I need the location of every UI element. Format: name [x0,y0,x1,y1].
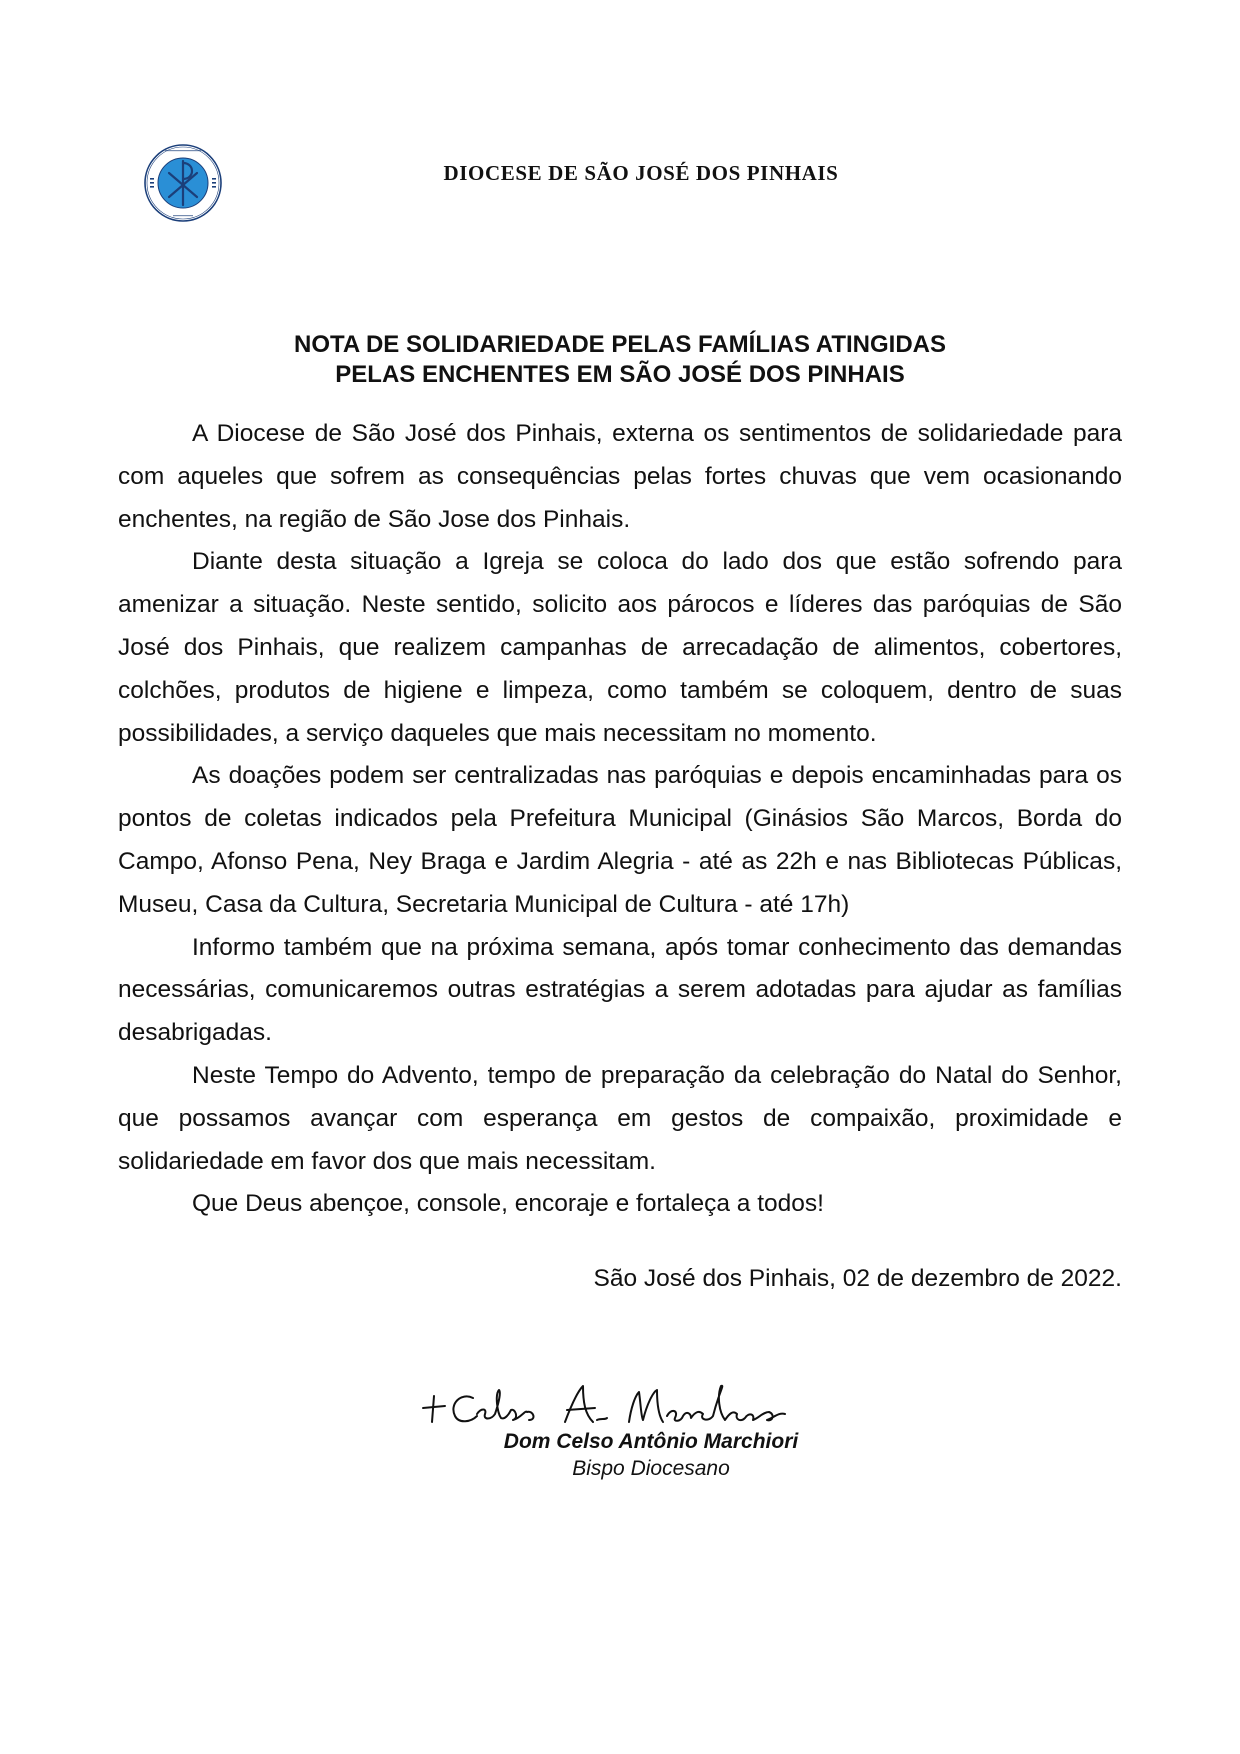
title-line-2: PELAS ENCHENTES EM SÃO JOSÉ DOS PINHAIS [335,361,905,388]
paragraph-4: Informo também que na próxima semana, após tomar conhecimento das demandas necessárias, comunicaremos outras estratégias a serem adotadas para ajudar as famílias desabrigadas. [118,933,1122,1047]
document-title [118,330,1122,390]
place-date: São José dos Pinhais, 02 de dezembro de 2022. [593,1265,1122,1292]
paragraph-1: A Diocese de São José dos Pinhais, externa os sentimentos de solidariedade para com aqueles que sofrem as consequências pelas fortes chuvas que vem ocasionando enchentes, na região de São Jose dos Pinhais. [118,420,1122,533]
paragraph-3: As doações podem ser centralizadas nas paróquias e depois encaminhadas para os pontos de coletas indicados pela Prefeitura Municipal (Ginásios São Marcos, Borda do Campo, Afonso Pena, Ney Braga e Jardim Alegria - até as 22h e nas Bibliotecas Públicas, Museu, Casa da Cultura, Secretaria Municipal de Cultura - até 17h) [118,762,1122,918]
title-line-1: NOTA DE SOLIDARIEDADE PELAS FAMÍLIAS ATINGIDAS [293,331,947,358]
paragraph-6: Que Deus abençoe, console, encoraje e fortaleça a todos! [192,1190,824,1218]
paragraph-5: Neste Tempo do Advento, tempo de preparação da celebração do Natal do Senhor, que possamos avançar com esperança em gestos de compaixão, proximidade e solidariedade em favor dos que mais necessitam. [118,1061,1122,1175]
signer-name: Dom Celso Antônio Marchiori [503,1430,799,1453]
organization-name: DIOCESE DE SÃO JOSÉ DOS PINHAIS [443,161,839,185]
signer-role: Bispo Diocesano [572,1457,730,1480]
document-body [118,413,1122,1226]
paragraph-2: Diante desta situação a Igreja se coloca do lado dos que estão sofrendo para amenizar a situação. Neste sentido, solicito aos párocos e líderes das paróquias de São José dos Pinhais, que realizem campanhas de arrecadação de alimentos, cobertores, colchões, produtos de higiene e limpeza, como também se coloquem, dentro de suas possibilidades, a serviço daqueles que mais necessitam no momento. [118,548,1122,747]
